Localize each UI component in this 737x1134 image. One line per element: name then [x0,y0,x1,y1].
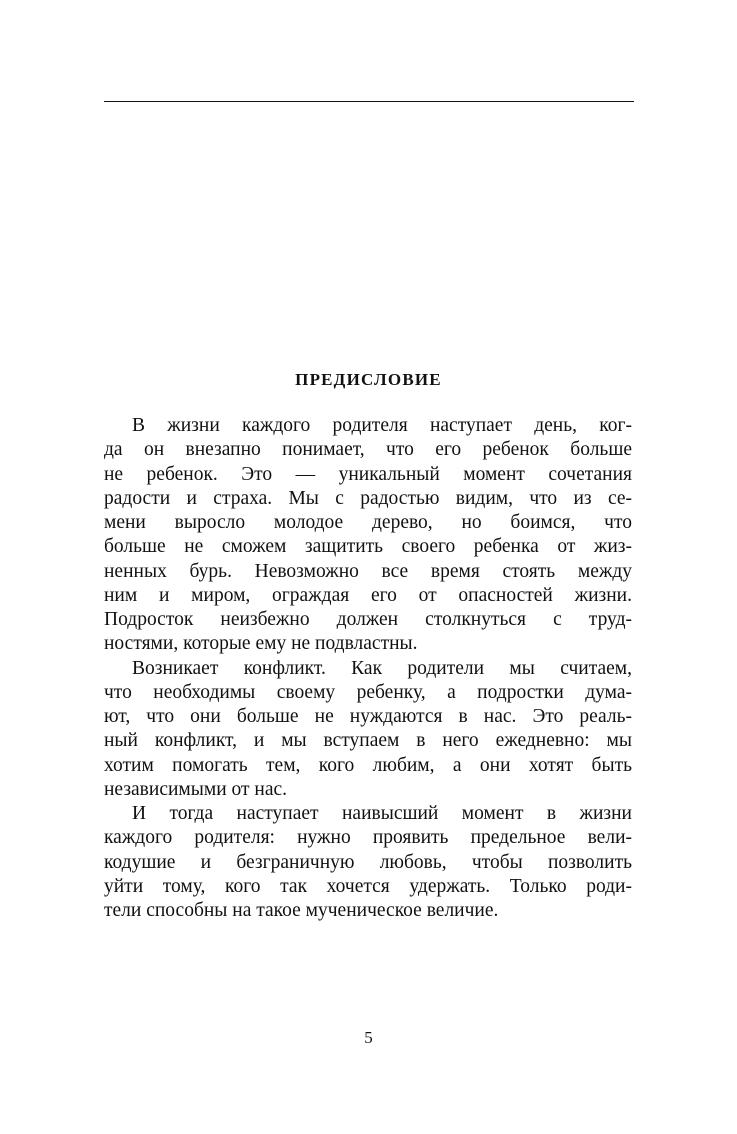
text-line: не ребенок. Это — уникальный момент сочетания [104,463,632,485]
text-line: тели способны на такое мученическое величие. [104,900,499,921]
text-line: радости и страха. Мы с радостью видим, что из се- [104,487,632,509]
text-line: В жизни каждого родителя наступает день, ког- [132,415,632,436]
paragraph [104,802,632,923]
text-line: И тогда наступает наивысший момент в жизни [132,803,632,824]
text-line: ним и миром, ограждая его от опасностей жизни. [104,584,632,606]
text-line: да он внезапно понимает, что его ребенок больше [104,439,632,461]
text-line: ностями, которые ему не подвластны. [104,633,418,655]
text-line: хотим помогать тем, кого любим, а они хотят быть [104,754,632,776]
text-line: что необходимы своему ребенку, а подростки дума- [104,681,632,703]
paragraph [104,657,632,803]
text-line: кодушие и безграничную любовь, чтобы позволить [104,851,632,873]
chapter-title: ПРЕДИСЛОВИЕ [295,370,442,389]
paragraph [104,414,632,657]
text-line: больше не сможем защитить своего ребенка от жиз- [104,536,632,558]
page-number: 5 [364,1028,373,1047]
text-line: независимыми от нас. [104,778,288,800]
text-line: каждого родителя: нужно проявить предельное вели- [104,827,632,849]
text-line: ненных бурь. Невозможно все время стоять между [104,560,632,582]
text-line: ют, что они больше не нуждаются в нас. Это реаль- [104,706,632,727]
text-line: Возникает конфликт. Как родители мы считаем, [132,657,632,679]
text-line: Подросток неизбежно должен столкнуться с труд- [104,609,632,630]
text-line: мени выросло молодое дерево, но боимся, что [104,512,632,533]
text-line: уйти тому, кого так хочется удержать. Только роди- [104,875,632,897]
body-text [104,414,632,923]
text-line: ный конфликт, и мы вступаем в него ежедневно: мы [104,730,632,752]
header-rule [104,101,634,102]
